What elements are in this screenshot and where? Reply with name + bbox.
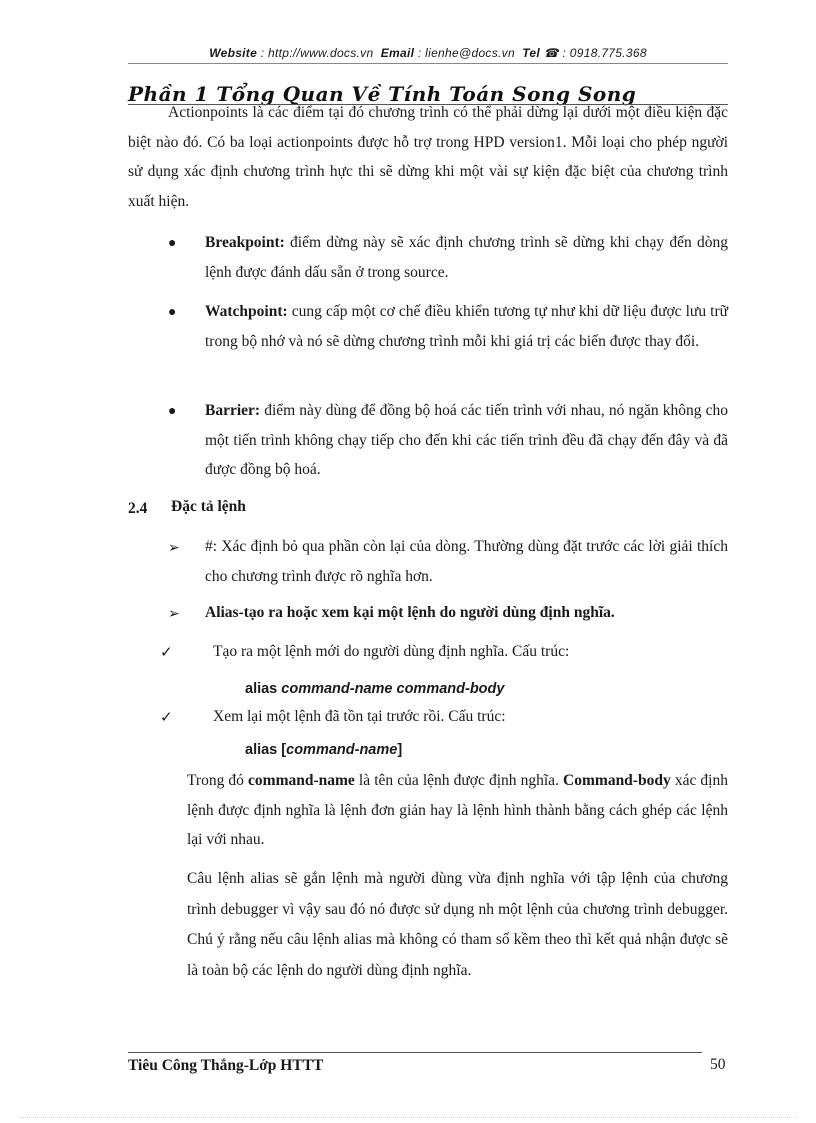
- header-divider: [128, 63, 728, 64]
- bullet-dot-icon: ●: [168, 404, 177, 419]
- page-number: 50: [710, 1056, 726, 1073]
- website-label: Website: [209, 46, 258, 60]
- term-command-name: command-name: [248, 772, 355, 789]
- code-alias-define: [245, 681, 504, 697]
- bullet-dot-icon: ●: [168, 305, 177, 320]
- check-item-create: Tạo ra một lệnh mới do người dùng định nghĩa. Cấu trúc:: [213, 643, 570, 660]
- term-command-body: Command-body: [563, 772, 671, 789]
- email-value[interactable]: lienhe@docs.vn: [425, 46, 515, 60]
- check-item-view: Xem lại một lệnh đã tồn tại trước rồi. Cấu trúc:: [213, 708, 506, 725]
- bullet-term: Watchpoint:: [205, 303, 288, 320]
- code-args: command-name command-body: [281, 681, 505, 697]
- code-keyword: alias: [245, 742, 278, 758]
- code-keyword: alias: [245, 681, 278, 697]
- paragraph-alias: Câu lệnh alias sẽ gắn lệnh mà người dùng vừa định nghĩa với tập lệnh của chương trình debugger vì vậy sau đó nó được sử dụng nh một lệnh của chương trình debugger. Chú ý rằng nếu câu lệnh alias mà không có tham số kềm theo thì kết quả nhận được sẽ là toàn bộ các lệnh do người dùng định nghĩa.: [187, 870, 728, 979]
- code-alias-view: [245, 742, 402, 758]
- page-header: Website : http://www.docs.vn Email : lienhe@docs.vn Tel ☎ : 0918.775.368: [209, 46, 647, 60]
- bullet-desc: điểm dừng này sẽ xác định chương trình sẽ dừng khi chạy đến dòng lệnh được đánh dấu sẵn ở trong source.: [205, 234, 729, 281]
- arrow-item-alias: Alias-tạo ra hoặc xem kại một lệnh do người dùng định nghĩa.: [205, 604, 615, 621]
- tel-value: 0918.775.368: [569, 46, 647, 60]
- bullet-breakpoint: [205, 228, 728, 287]
- paragraph-command-name: [187, 766, 728, 855]
- check-icon: ✓: [160, 645, 173, 661]
- phone-icon: ☎: [543, 46, 559, 60]
- text-run: Trong đó: [187, 772, 249, 789]
- bullet-desc: điểm này dùng để đồng bộ hoá các tiến trình với nhau, nó ngăn không cho một tiến trình không chạy tiếp cho đến khi các tiến trình đều đã chạy đến đây và đã được đồng bộ hoá.: [205, 402, 729, 478]
- check-icon: ✓: [160, 710, 173, 726]
- code-bracket: [: [281, 742, 287, 758]
- section-number: 2.4: [128, 500, 148, 517]
- arrow-bullet-icon: ➢: [168, 541, 180, 556]
- arrow-bullet-icon: ➢: [168, 607, 180, 622]
- bullet-term: Barrier:: [205, 402, 261, 419]
- text-run: là tên của lệnh được định nghĩa.: [354, 772, 564, 789]
- text-run: xác định lệnh được định nghĩa là lệnh đơn giản hay là lệnh hình thành bằng cách ghép các lệnh lại với nhau.: [187, 772, 728, 848]
- bullet-term: Breakpoint:: [205, 234, 285, 251]
- page-bottom-dotted-line: [20, 1117, 796, 1118]
- tel-label: Tel: [522, 46, 540, 60]
- footer-divider: [128, 1052, 702, 1053]
- bullet-desc: cung cấp một cơ chế điều khiển tương tự như khi dữ liệu được lưu trữ trong bộ nhớ và nó sẽ dừng chương trình mỗi khi giá trị các biến được thay đổi.: [205, 303, 729, 350]
- code-arg: command-name: [286, 742, 398, 758]
- chapter-title: Phần 1 Tổng Quan Về Tính Toán Song Song: [128, 82, 637, 106]
- intro-paragraph: Actionpoints là các điểm tại đó chương trình có thể phải dừng lại dưới một điều kiện đặc biệt nào đó. Có ba loại actionpoints được hỗ trợ trong HPD version1. Mỗi loại cho phép người sử dụng xác định chương trình hực thi sẽ dừng khi một vài sự kiện đặc biệt của chương trình xuất hiện.: [128, 104, 728, 210]
- bullet-dot-icon: ●: [168, 236, 177, 251]
- website-url[interactable]: http://www.docs.vn: [268, 46, 374, 60]
- email-label: Email: [380, 46, 415, 60]
- footer-author: Tiêu Công Thắng-Lớp HTTT: [128, 1057, 324, 1074]
- section-title: Đặc tả lệnh: [171, 498, 246, 515]
- bullet-watchpoint: [205, 297, 728, 356]
- code-bracket: ]: [397, 742, 403, 758]
- bullet-barrier: [205, 396, 728, 485]
- arrow-item-hash: #: Xác định bỏ qua phần còn lại của dòng. Thường dùng đặt trước các lời giải thích cho chương trình được rõ nghĩa hơn.: [205, 538, 728, 585]
